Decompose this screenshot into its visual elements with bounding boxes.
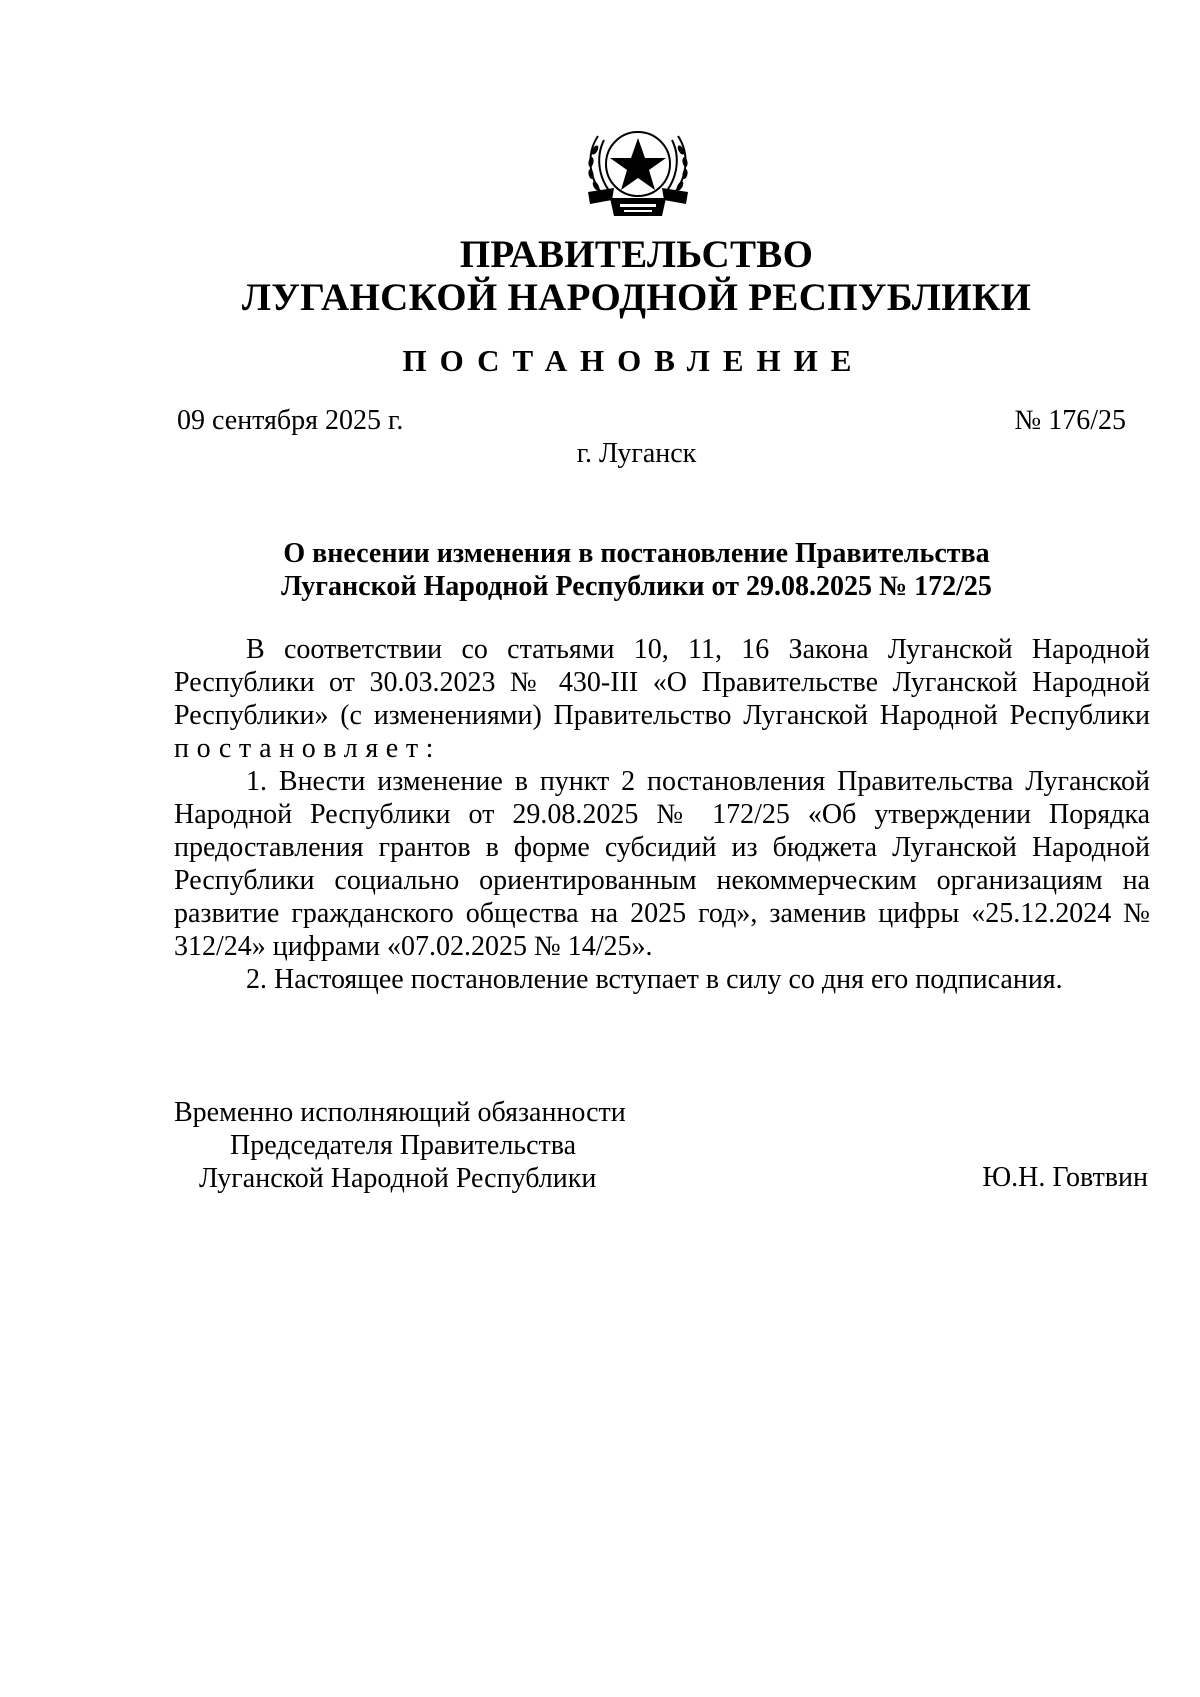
document-date: 09 сентября 2025 г. <box>177 405 404 436</box>
document-subject <box>0 537 1200 603</box>
organization-heading <box>0 233 1200 319</box>
resolves-word: постановляет: <box>174 733 442 764</box>
item-1-paragraph: 1. Внести изменение в пункт 2 постановления Правительства Луганской Народной Республики от 29.08.2025 № 172/25 «Об утверждении Порядка предоставления грантов в форме субсидий из бюджета Луганской Народной Республики социально ориентированным некоммерческим организациям на развитие гражданского общества на 2025 год», заменив цифры «25.12.2024 № 312/24» цифрами «07.02.2025 № 14/25». <box>174 766 1150 962</box>
preamble-paragraph: В соответствии со статьями 10, 11, 16 Закона Луганской Народной Республики от 30.03.2023 № 430-III «О Правительстве Луганской Народной Республики» (с изменениями) Правительство Луганской Народной Республики <box>174 634 1150 731</box>
signature-title-line-2: Председателя Правительства <box>230 1130 577 1161</box>
document-body <box>174 633 1150 996</box>
emblem-icon <box>576 120 700 224</box>
subject-line-1: О внесении изменения в постановление Правительства <box>283 538 990 569</box>
signature-title <box>174 1096 626 1195</box>
signature-title-line-3: Луганской Народной Республики <box>199 1163 597 1194</box>
subject-line-2: Луганской Народной Республики от 29.08.2025 № 172/25 <box>281 571 992 602</box>
state-emblem <box>576 120 700 224</box>
document-city: г. Луганск <box>576 438 697 469</box>
item-2-paragraph: 2. Настоящее постановление вступает в силу со дня его подписания. <box>246 964 1063 995</box>
org-line-1: ПРАВИТЕЛЬСТВО <box>459 233 814 276</box>
document-number: № 176/25 <box>1014 405 1126 436</box>
document-type: ПОСТАНОВЛЕНИЕ <box>402 343 865 378</box>
signer-name: Ю.Н. Говтвин <box>982 1162 1148 1193</box>
signature-title-line-1: Временно исполняющий обязанности <box>174 1097 626 1128</box>
org-line-2: ЛУГАНСКОЙ НАРОДНОЙ РЕСПУБЛИКИ <box>241 276 1032 319</box>
